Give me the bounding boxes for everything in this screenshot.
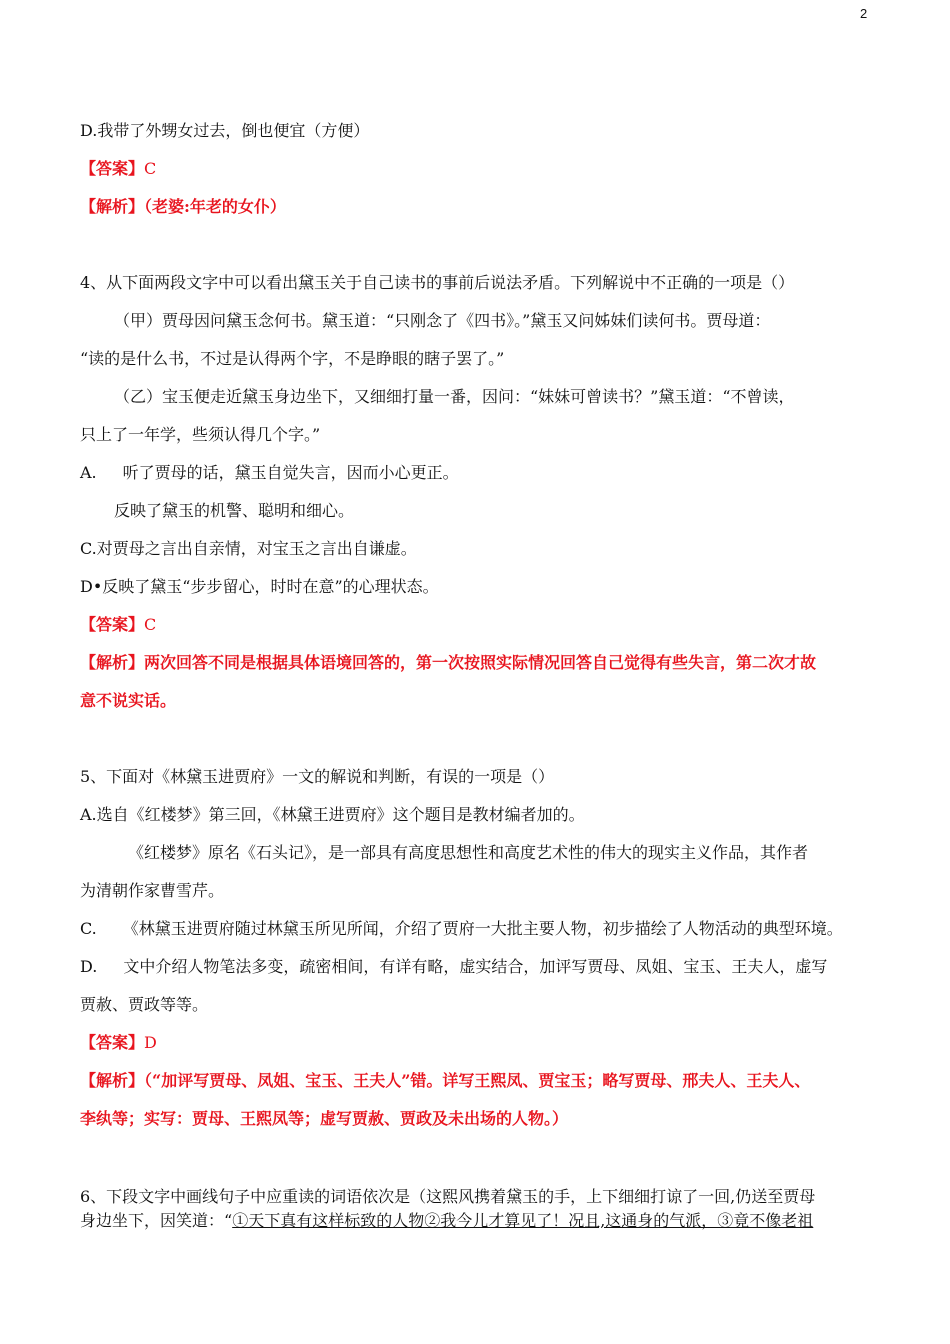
option-text: 文中介绍人物笔法多变，疏密相间，有详有略，虚实结合，加评写贾母、凤姐、宝玉、王夫人，虚写 [123, 957, 828, 976]
q4-passage-a-line2: “读的是什么书，不过是认得两个字，不是睁眼的瞎子罢了。” [80, 349, 505, 368]
q4-analysis-line1 [80, 652, 816, 674]
q6-stem-line1: 6、下段文字中画线句子中应重读的词语依次是（这熙风携着黛玉的手，上下细细打谅了一回,仍送至贾母 [80, 1187, 816, 1206]
q5-option-d-line2: 贾赦、贾政等等。 [80, 995, 209, 1014]
option-label: C. [80, 919, 97, 938]
answer-tag: 【答案】 [80, 1033, 145, 1052]
analysis-text: 两次回答不同是根据具体语境回答的，第一次按照实际情况回答自己觉得有些失言，第二次才故 [144, 653, 817, 672]
q4-passage-a-line1: （甲）贾母因问黛玉念何书。黛玉道：“只刚念了《四书》。”黛玉又问姊妹们读何书。贾母道： [114, 311, 771, 330]
q4-option-c: C.对贾母之言出自亲情，对宝玉之言出自谦虚。 [80, 539, 417, 558]
q4-passage-b-line1: （乙）宝玉便走近黛玉身边坐下，又细细打量一番，因问：“妹妹可曾读书？”黛玉道：“不曾读， [114, 387, 795, 406]
answer-tag: 【答案】 [80, 615, 145, 634]
option-label: D. [80, 957, 98, 976]
q5-option-d-line1 [80, 956, 827, 978]
analysis-tag: 【解析】 [80, 197, 145, 216]
q5-answer [80, 1032, 157, 1054]
q3-option-d: D.我带了外甥女过去，倒也便宜（方便） [80, 121, 370, 140]
option-text: 《林黛玉进贾府随过林黛玉所见所闻，介绍了贾府一大批主要人物，初步描绘了人物活动的典型环境。 [122, 919, 843, 938]
analysis-tag: 【解析】 [80, 653, 145, 672]
q4-option-b: 反映了黛玉的机警、聪明和细心。 [114, 501, 355, 520]
q5-analysis-line2: 李纨等；实写：贾母、王熙凤等；虚写贾赦、贾政及未出场的人物。） [80, 1109, 569, 1128]
q4-analysis-line2: 意不说实话。 [80, 691, 177, 710]
answer-value: D [144, 1033, 157, 1052]
option-label: A. [80, 463, 97, 482]
answer-value: C [144, 159, 157, 178]
q4-passage-b-line2: 只上了一年学，些须认得几个字。” [80, 425, 321, 444]
underlined-sentence: ①天下真有这样标致的人物②我今儿才算见了！况且,这通身的气派，③竟不像老祖 [232, 1211, 814, 1230]
q4-option-d: D•反映了黛玉“步步留心，时时在意”的心理状态。 [80, 577, 439, 596]
q5-option-a: A.选自《红楼梦》第三回，《林黛王进贾府》这个题目是教材编者加的。 [80, 805, 585, 824]
analysis-tag: 【解析】 [80, 1071, 145, 1090]
answer-value: C [144, 615, 157, 634]
q4-stem: 4、从下面两段文字中可以看出黛玉关于自己读书的事前后说法矛盾。下列解说中不正确的一项是（） [80, 273, 795, 292]
q4-answer [80, 614, 156, 636]
q3-answer [80, 158, 156, 180]
analysis-text: （老婆:年老的女仆） [144, 197, 286, 216]
q5-analysis-line1 [80, 1070, 810, 1092]
q5-option-b-line2: 为清朝作家曹雪芹。 [80, 881, 225, 900]
stem-lead: 身边坐下，因笑道：“ [80, 1211, 233, 1230]
q5-stem: 5、下面对《林黛玉进贾府》一文的解说和判断，有误的一项是（） [80, 767, 555, 786]
q6-stem-line2 [80, 1210, 813, 1232]
option-text: 听了贾母的话，黛玉自觉失言，因而小心更正。 [122, 463, 459, 482]
q3-analysis [80, 196, 286, 218]
q5-option-b-line1: 《红楼梦》原名《石头记》，是一部具有高度思想性和高度艺术性的伟大的现实主义作品，其作者 [128, 843, 809, 862]
q5-option-c [80, 918, 843, 940]
q4-option-a [80, 462, 459, 484]
answer-tag: 【答案】 [80, 159, 145, 178]
analysis-text: （“加评写贾母、凤姐、宝玉、王夫人”错。详写王熙凤、贾宝玉；略写贾母、邢夫人、王夫人、 [144, 1071, 811, 1090]
page-number: 2 [860, 6, 868, 21]
